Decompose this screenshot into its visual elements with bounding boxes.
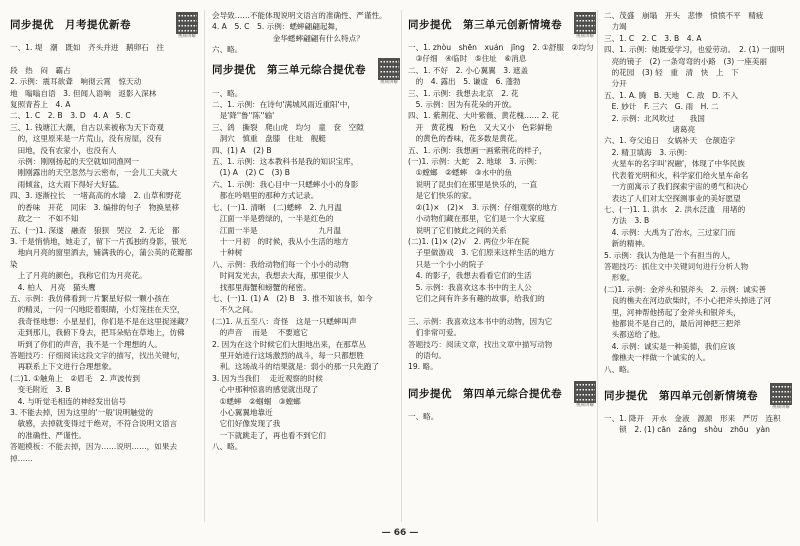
answer-line: 二、1. 示例：在诗句'满城风雨近重阳'中， — [212, 100, 355, 110]
answer-line: 小心翼翼地靠近 — [212, 408, 273, 417]
answer-line: 敏感，去掉就变得过于绝对，不符合说明文语言 — [10, 419, 178, 429]
answer-line: 地 嗡嗡自语 3. 但闻人语响 返影入深林 — [10, 88, 157, 98]
answer-line: 里开始进行这场激烈的战斗，每一只都想胜 — [212, 350, 364, 360]
answer-line: 地向月亮的窗里洒去，铺满我的心，蒲公英的花瓣都染 — [10, 248, 193, 269]
answer-line: 田地，没有农家小，也没有人 — [10, 145, 132, 155]
qr-code-icon[interactable] — [378, 58, 400, 80]
answer-line: 四、1. 紫荆花、大叶紫薇、黄花槐…… 2. 花 — [408, 111, 559, 121]
answer-line: 5. 示例：我认为他是一个有担当的人， — [604, 250, 736, 260]
answer-line: 是它们快乐的家。 — [408, 191, 477, 201]
answer-line: 他都说不是自己的，最后河神把三把斧 — [604, 318, 741, 328]
answer-line: 再联系上下文进行合理想象。 — [10, 362, 117, 372]
qr-caption: 视频讲解 — [576, 34, 594, 39]
answer-line: 19. 略。 — [408, 362, 438, 372]
answer-line: 时间发光去，我想去大海，那里很少人 — [212, 271, 349, 281]
answer-line: 方法 3. B — [604, 216, 650, 226]
answer-line — [408, 304, 596, 315]
answer-line: 四、1. 示例：她既爱学习，也爱劳动。 2. (1) 一面明 — [604, 45, 785, 55]
answer-line: 六、略。 — [212, 45, 243, 55]
section-title: 同步提优 月考提优新卷 — [10, 18, 131, 31]
column-divider — [204, 10, 205, 522]
answer-line: 七、(一)1. 1. 洪水 2. 洪水泛滥 用堵的 — [604, 204, 746, 214]
answer-line: 2. 示例：北风吹过 我国 — [604, 113, 705, 123]
answer-line: 4. 与听觉毛相连的神经发出信号 — [10, 396, 126, 406]
answer-line: 小动物们藏在那里，它们是一个大家庭 — [408, 214, 545, 224]
answer-line: (二)1. 示例：金斧头和银斧头 2. 示例：诚实善 — [604, 284, 766, 294]
answer-line: 八、略。 — [604, 364, 635, 374]
answer-line: 我奇怪地想：小星星们，你们是不是在这里捉迷藏？ — [10, 316, 193, 326]
answer-line: 七、(一)1. 清晰 (二)蟋蟀 2. 九月温 — [212, 202, 342, 212]
answer-line: ②(1)× (2)× 3. 示例：仔细观察的地方 — [408, 202, 558, 212]
answer-line: 一、1. 降开 开水 金液 源源 形来 严厉 连积 — [604, 414, 781, 423]
column-3 — [408, 10, 596, 422]
answer-line: ①螳螂 ②蟋蟀 ③水中的鱼 — [408, 168, 512, 178]
answer-line: 上了月亮的颜色，我称它们为月亮花。 — [10, 271, 147, 281]
answer-line: 一、略。 — [212, 88, 243, 98]
answer-line: 的声音 而是 不要遮它 — [212, 328, 308, 338]
answer-line: 三、1. C 2. C 3. B 4. A — [604, 33, 702, 43]
page-number: — 66 — — [381, 528, 419, 538]
answer-line: 是'降''鲁''陈''输' — [212, 111, 275, 121]
qr-code-icon[interactable] — [574, 381, 596, 403]
qr-code-block[interactable] — [176, 12, 198, 39]
answer-line: 力竭 — [604, 22, 627, 32]
answer-line: ③仔细 ④临时 ⑤住址 ⑥消息 — [408, 54, 527, 64]
answer-line: 五、(一)1. 深遂 融查 狼狈 哭泣 2. 无论 都 — [10, 225, 180, 235]
answer-line: 的黄色的香味，花多数是黄花。 — [408, 134, 522, 144]
answer-line: 一、1. zhòu shēn xuán jīng 2. ①舒服 ②均匀 — [408, 43, 594, 52]
answer-line: 分开 — [604, 79, 627, 89]
answer-line: 诸葛亮 — [604, 125, 696, 135]
answer-lines — [10, 42, 198, 464]
answer-line: 十一月初 的时候，我从小生活的地方 — [212, 236, 349, 246]
answer-line: 锁 2. (1) cān zǎng shòu zhōu yàn — [604, 425, 770, 435]
answer-line: 火星车的名字叫'祝融'，体现了中华民族 — [604, 159, 745, 169]
answer-line: 五、1. 示例：这本教科书是我的知识宝库， — [212, 157, 359, 167]
column-divider — [401, 10, 402, 522]
column-4 — [604, 10, 792, 436]
answer-line: (二)1. ①触角上 ②眉毛 2. 声波传到 — [10, 373, 140, 383]
answer-lines — [408, 42, 596, 373]
answer-line: 2. 因为在这个时候它们大胆地出来，在那草丛 — [212, 339, 366, 349]
answer-line: 3. 因为当我们 走近观察的时候 — [212, 373, 323, 383]
qr-code-block[interactable] — [378, 58, 400, 85]
section-title: 同步提优 第四单元综合提优卷 — [408, 387, 562, 400]
answer-line: (1) A (2) C (3) B — [212, 168, 290, 178]
answer-line: 3. 千是悄悄地，她走了，留下一片孤独的身影，银光 — [10, 236, 187, 246]
answer-line: 的花园 (3) 轻 重 清 快 上 下 — [604, 68, 739, 78]
answer-line: 走到那儿，我俯下身去，把耳朵贴在草地上，仿佛 — [10, 328, 185, 338]
answer-line: 它们之间有许多有趣的故事，给我们的 — [408, 293, 545, 303]
answer-line: 3. 不能去掉，因为这里的'一般'说明触觉的 — [10, 408, 153, 417]
answer-line: 头都送给了他。 — [604, 330, 665, 340]
answer-line: 刚刚露出的天空忽然与云密布，一会儿工夫就大 — [10, 168, 178, 178]
answer-line: 六、1. 示例：我心目中一只蟋蟀小小的身影 — [212, 179, 359, 189]
answer-line: 三、1. 钱塘江大潮，自古以来被称为天下奇观 — [10, 122, 164, 132]
answer-line: 说明了昆虫们在那里是快乐的，一直 — [408, 179, 538, 189]
answer-line: 里，河神帮他捞起了金斧头和银斧头， — [604, 307, 741, 317]
answer-line: 三、1. 示例：我想去北京 2. 花 — [408, 88, 519, 98]
answer-line: 的准确性、严谨性。 — [10, 430, 86, 440]
answer-lines — [604, 413, 792, 436]
section-header — [212, 58, 400, 85]
qr-caption: 视频讲解 — [178, 34, 196, 39]
answer-line: 答题技巧：仔细阅读这段文字的描写，找出关键句， — [10, 350, 185, 360]
answer-line: 一、略。 — [408, 411, 439, 421]
answer-line: ①蟋蟀 ②蝈蝈 ③螳螂 — [212, 396, 301, 406]
answer-line: 四、3. 逐渐拉长 一堵高高的水墙 2. 山草和野花 — [10, 191, 182, 201]
answer-line: 四、(1) A (2) B — [212, 145, 272, 155]
qr-code-block[interactable] — [770, 383, 792, 410]
answer-line: 心中那种惊喜的感觉就出现了 — [212, 385, 319, 395]
answer-line: 的语句。 — [408, 350, 446, 360]
answer-line: 一、1. 堤 潮 既如 齐头并进 鹅卵石 往 — [10, 43, 164, 52]
answer-line: 江面一半是 九月温 — [212, 225, 342, 235]
answer-line: 金华蟋蟀翩翩有什么特点？ — [212, 33, 364, 43]
answer-line: 代表着光明和火，科学家们给火星车命名 — [604, 170, 749, 180]
answer-line: 复照青苔上 4. A — [10, 100, 71, 110]
qr-code-icon[interactable] — [770, 383, 792, 405]
column-1 — [10, 10, 198, 464]
section-header — [604, 383, 792, 410]
answer-line: 形象。 — [604, 273, 635, 283]
answer-line: 二、茂盛 崩塌 开头 悲惨 愤愤不平 精疲 — [604, 11, 764, 20]
answer-lines — [212, 88, 400, 453]
answer-line: 一下就跳走了，再也看不到它们 — [212, 430, 326, 440]
section-title: 同步提优 第四单元创新情境卷 — [604, 389, 758, 402]
answer-line: 的香味 开花 同床 3. 编排的句子 物换星移 — [10, 202, 180, 212]
answer-line: 一方面寓示了我们探索宇宙的勇气和决心 — [604, 182, 749, 192]
answer-line: 八、略。 — [212, 442, 243, 452]
answer-line: 不久之间。 — [212, 305, 258, 315]
answer-line: 2. 精卫填海 3. 示例： — [604, 147, 692, 157]
section-header — [408, 12, 596, 39]
answer-line: 雨倾盆，这大雨下得好大好猛。 — [10, 179, 124, 189]
section-title: 同步提优 第三单元综合提优卷 — [212, 64, 366, 77]
answer-line — [10, 53, 198, 64]
answer-line: 5. 示例：我喜欢这本书中的主人公 — [408, 282, 532, 292]
answer-line: E. 妙计 F. 三六 G. 雨 H. 二 — [604, 102, 719, 112]
answer-line: 找那里海蟹和螃蟹的秘密。 — [212, 282, 311, 292]
answer-line: 答题技巧：阅读文章，找出文章中描写动物 — [408, 339, 553, 349]
answer-line: 2. 示例：震耳欲聋 响彻云霄 惊天动 — [10, 77, 142, 87]
answer-line: 敌之一 不如不知 — [10, 214, 79, 224]
answer-line: 只是一个小小的院子 — [408, 259, 484, 269]
answer-line: 江面一半是碧绿的，一半是红色的 — [212, 214, 334, 224]
qr-caption: 视频讲解 — [576, 402, 594, 408]
answer-line: 5. 示例：因为有花朵的开放。 — [408, 100, 517, 110]
answer-line: 五、1. A. 腾 B. 天地 C. 敌 D. 不入 — [604, 90, 738, 100]
answer-line: 变毛附近 3. B — [10, 385, 71, 395]
answer-line: 的，这里原来是一片荒山，没有房屋，没有 — [10, 134, 162, 144]
answer-line: 子里做游戏 3. 它们原来这样生活的地方 — [408, 248, 555, 258]
answer-line: 五、1. 示例：我想画一画紫荆花的样子， — [408, 145, 547, 155]
answer-line: 段 热 闷 霸占 — [10, 65, 170, 75]
section-title: 同步提优 第三单元创新情境卷 — [408, 18, 562, 31]
answer-line: 三、示例：我喜欢这本书中的动物，因为它 — [408, 316, 553, 326]
answer-lines — [408, 411, 596, 422]
answer-line: 会导致……不能体现说明文语言的准确性、严谨性。 — [212, 11, 387, 20]
answer-line: 六、1. 夸父追日 女娲补天 仓颉造字 — [604, 136, 736, 146]
section-header — [408, 381, 596, 408]
answer-line: 4. 柏人 月亮 猫头鹰 — [10, 282, 96, 292]
answer-line: 4. 示例：大禹为了治水，三过家门而 — [604, 227, 736, 237]
answer-line: 4. 示例：诚实是一种美德，我们应该 — [604, 341, 736, 351]
answer-line: 都在吟唱里的那种方式记录。 — [212, 191, 319, 201]
column-divider — [597, 10, 598, 522]
section-header — [10, 12, 198, 39]
answer-line: 二、1. 不好 2. 小心翼翼 3. 遮盖 — [408, 65, 529, 75]
answer-line: 新的精神。 — [604, 239, 650, 249]
answer-line: (二)1. (1)× (2)√ 2. 两位少年在院 — [408, 236, 530, 246]
answer-line: 4. 的影子，我想去看看它们的生活 — [408, 271, 532, 281]
qr-code-icon[interactable] — [574, 12, 596, 34]
answer-line: 亮的镜子 (2) 一条弯弯的小路 (3) 一座美丽 — [604, 56, 768, 66]
answer-line: 们非常可爱。 — [408, 328, 462, 338]
answer-line: 说明了它们彼此之间的关系 — [408, 225, 507, 235]
answer-line: 五、示例：我仿佛看到一片繁星好似一颗小孩在 — [10, 293, 170, 303]
qr-code-block[interactable] — [574, 381, 596, 408]
answer-line: 像樵夫一样做一个诚实的人。 — [604, 353, 711, 363]
answer-line: 良的樵夫在河边砍柴时，不小心把斧头掉进了河 — [604, 296, 772, 306]
answer-line: (二)1. 从五至八：奇怪 这是一只蟋蟀叫声 — [212, 316, 357, 326]
qr-code-icon[interactable] — [176, 12, 198, 34]
answer-line: (一)1. 示例：大蛇 2. 地球 3. 示例： — [408, 157, 542, 167]
answer-line: 答题模板：不能去掉，因为……说明……，如果去掉…… — [10, 442, 178, 463]
answer-line: 示例：刚刚扬起的天空就如同渔网一 — [10, 157, 140, 167]
answer-line: 利。这场战斗的结果就是：弱小的那一只先跑了 — [212, 362, 380, 372]
qr-caption: 视频讲解 — [380, 79, 398, 85]
answer-line: 三、鸽 撕裂 爬山虎 均匀 童 奁 空隙 — [212, 122, 364, 132]
answer-line: 洞穴 慎重 盘膝 住址 舰艇 — [212, 134, 326, 144]
answer-line: 表达了人们对太空探测事业的美好愿望 — [604, 193, 741, 203]
answer-line: 二、1. C 2. B 3. D 4. A 5. C — [10, 111, 131, 121]
answer-line: 的 4. 露出 5. 谦虚 6. 蓬勃 — [408, 77, 521, 87]
answer-line: 开 黄花槐 粉色 又大又小 色彩鲜艳 — [408, 122, 553, 132]
qr-caption: 视频讲解 — [772, 405, 790, 410]
answer-line: 4. A 5. C 5. 示例：蟋蟀翩翩起舞， — [212, 22, 343, 32]
answer-lines — [212, 10, 400, 56]
answer-line: 它们好像发现了我 — [212, 419, 281, 429]
column-2 — [212, 10, 400, 453]
answer-line: 十种树 — [212, 248, 349, 258]
answer-line: 七、(一)1. (1) A (2) B 3. 推不知该书，如今 — [212, 293, 373, 303]
answer-line: 的精灵，一闪一闪地眨着眼睛，小灯笼挂在天空， — [10, 305, 185, 315]
answer-lines — [604, 10, 792, 375]
answer-line: 答题技巧：抓住文中关键词句进行分析人物 — [604, 261, 749, 271]
answer-line: 听到了你们的声音，我不是一个理想的人。 — [10, 339, 162, 349]
answer-line: 八、示例：我给动物们每一个小小的动物 — [212, 259, 349, 269]
qr-code-block[interactable] — [574, 12, 596, 39]
